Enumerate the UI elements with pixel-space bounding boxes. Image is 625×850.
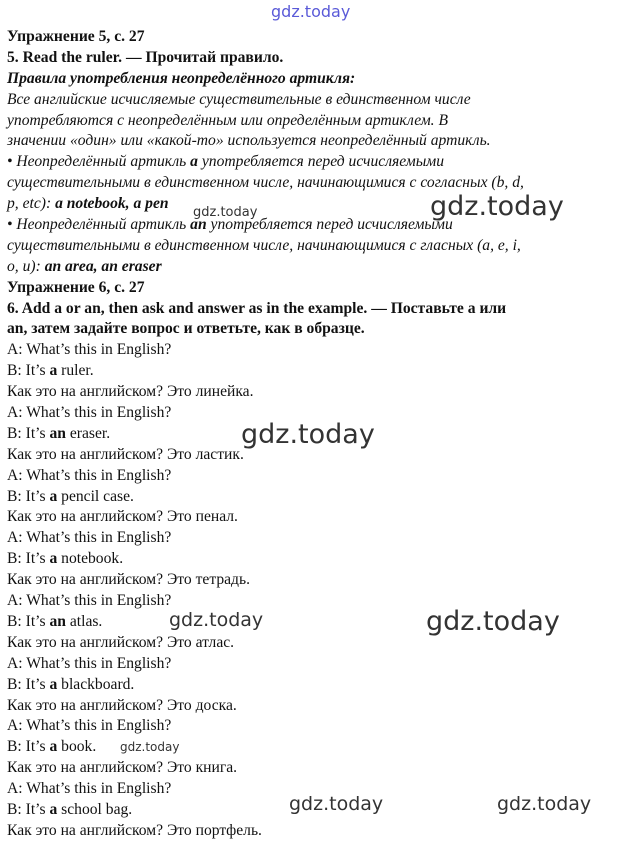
dialog-answer (7, 675, 619, 696)
dialog-answer (7, 487, 619, 508)
document-page (7, 27, 619, 842)
translation-prefix: Как это на английском? Это (7, 821, 196, 839)
translation-word: линейка. (195, 383, 254, 401)
exercise-6-task: 6. Add a or an, then ask and answer as in the example. — Поставьте a или (7, 299, 507, 317)
translation-word: пенал. (195, 508, 238, 526)
dialog-translation (7, 445, 619, 466)
dialog-question: A: What’s this in English? (7, 592, 172, 610)
article-a: a (190, 153, 198, 171)
answer-article: an (49, 424, 66, 442)
dialog-translation (7, 570, 619, 591)
exercise-5-heading: Упражнение 5, с. 27 (7, 28, 145, 45)
dialog-answer (7, 549, 619, 570)
dialog-answer (7, 361, 619, 382)
dialog-translation (7, 633, 619, 654)
dialog-question: A: What’s this in English? (7, 654, 172, 672)
answer-prefix: B: It’s (7, 738, 50, 756)
translation-word: портфель. (195, 821, 262, 839)
rule-title: Правила употребления неопределённого артикля: (7, 69, 356, 87)
dialog-answer (7, 737, 619, 758)
dialog-question: A: What’s this in English? (7, 717, 172, 735)
translation-word: тетрадь. (195, 571, 250, 589)
bullet-text: p, etc): (7, 195, 56, 213)
article-examples: a notebook, a pen (55, 195, 169, 213)
rule-line: Все английские исчисляемые существительные в единственном числе (7, 90, 471, 108)
dialog-translation (7, 507, 619, 528)
bullet-text: o, u): (7, 257, 45, 275)
dialog-answer (7, 609, 619, 633)
rule-line: значении «один» или «какой-то» используется неопределённый артикль. (7, 132, 491, 150)
watermark-small: gdz.today (193, 205, 258, 220)
watermark-small: gdz.today (120, 740, 180, 754)
dialog-question: A: What’s this in English? (7, 466, 172, 484)
dialog-answer (7, 424, 619, 445)
watermark-large: gdz.today (241, 419, 375, 450)
answer-article: a (49, 550, 58, 568)
bullet-text: употребляется перед исчисляемыми (206, 216, 453, 234)
answer-article: a (49, 362, 58, 380)
dialog-translation (7, 382, 619, 403)
watermark-large: gdz.today (430, 191, 564, 222)
rule-line (7, 194, 619, 215)
dialog-question: A: What’s this in English? (7, 341, 172, 359)
answer-prefix: B: It’s (7, 487, 50, 505)
answer-noun: blackboard. (57, 675, 135, 693)
exercise-6-task: an, затем задайте вопрос и ответьте, как в образце. (7, 320, 365, 338)
watermark-medium: gdz.today (497, 793, 592, 815)
watermark-medium: gdz.today (289, 793, 384, 815)
watermark-large: gdz.today (426, 606, 560, 637)
answer-noun: ruler. (57, 362, 94, 380)
answer-prefix: B: It’s (7, 612, 50, 630)
answer-article: a (49, 800, 58, 818)
rule-line: существительными в единственном числе, начинающимися с гласных (a, e, i, (7, 236, 521, 254)
rule-line: употребляются с неопределённым или определённым артиклем. В (7, 111, 449, 129)
answer-article: a (49, 487, 58, 505)
dialog-question: A: What’s this in English? (7, 404, 172, 422)
dialog-translation (7, 821, 619, 842)
answer-prefix: B: It’s (7, 800, 50, 818)
answer-noun: pencil case. (57, 487, 134, 505)
article-examples: an area, an eraser (44, 257, 162, 275)
article-an: an (190, 216, 207, 234)
answer-article: an (49, 612, 66, 630)
translation-prefix: Как это на английском? Это (7, 696, 196, 714)
translation-prefix: Как это на английском? Это (7, 445, 196, 463)
translation-prefix: Как это на английском? Это (7, 759, 196, 777)
exercise-6-heading: Упражнение 6, с. 27 (7, 278, 145, 296)
bullet-text: • Неопределённый артикль (7, 216, 191, 234)
answer-prefix: B: It’s (7, 675, 50, 693)
rule-line: существительными в единственном числе, начинающимися с согласных (b, d, (7, 174, 524, 192)
translation-prefix: Как это на английском? Это (7, 633, 196, 651)
dialog-translation (7, 758, 619, 779)
answer-prefix: B: It’s (7, 550, 50, 568)
answer-noun: school bag. (57, 800, 133, 818)
answer-noun: eraser. (65, 424, 111, 442)
translation-prefix: Как это на английском? Это (7, 571, 196, 589)
bullet-text: • Неопределённый артикль (7, 153, 191, 171)
translation-word: ластик. (195, 445, 244, 463)
answer-noun: notebook. (57, 550, 124, 568)
dialog-translation (7, 696, 619, 717)
dialog-answer (7, 800, 619, 821)
exercise-5-task: 5. Read the ruler. — Прочитай правило. (7, 48, 284, 66)
bullet-text: употребляется перед исчисляемыми (197, 153, 445, 171)
translation-prefix: Как это на английском? Это (7, 383, 196, 401)
translation-word: доска. (195, 696, 237, 714)
answer-noun: atlas. (65, 612, 103, 630)
answer-article: a (49, 738, 58, 756)
answer-article: a (49, 675, 58, 693)
dialog-list (7, 340, 619, 841)
watermark-top: gdz.today (271, 2, 351, 21)
dialog-question: A: What’s this in English? (7, 780, 172, 798)
answer-prefix: B: It’s (7, 424, 50, 442)
translation-prefix: Как это на английском? Это (7, 508, 196, 526)
answer-noun: book. (57, 738, 97, 756)
answer-prefix: B: It’s (7, 362, 50, 380)
dialog-question: A: What’s this in English? (7, 529, 172, 547)
rule-bullet-an (7, 215, 619, 236)
translation-word: книга. (195, 759, 238, 777)
rule-line (7, 257, 619, 278)
rule-bullet-a (7, 152, 619, 173)
translation-word: атлас. (195, 633, 235, 651)
watermark-medium: gdz.today (169, 609, 264, 631)
